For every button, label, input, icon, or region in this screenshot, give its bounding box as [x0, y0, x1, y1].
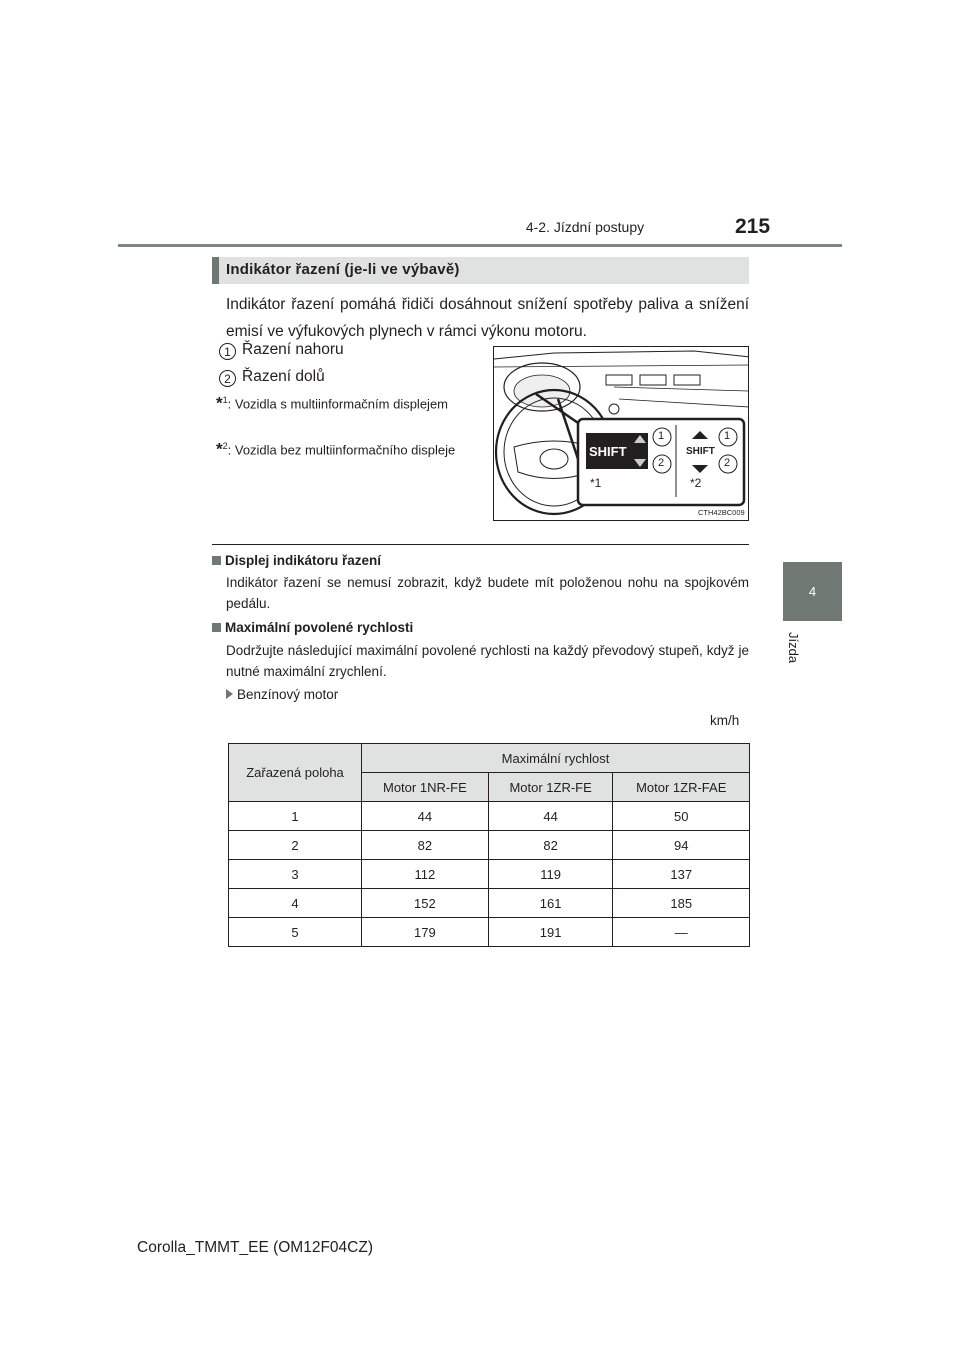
dashboard-drawing: [494, 347, 749, 521]
item-number-1: 1: [219, 343, 236, 360]
table-cell: 179: [362, 918, 489, 947]
table-row: [229, 831, 750, 860]
engine-header: Motor 1NR-FE: [362, 773, 489, 802]
table-cell: 191: [488, 918, 613, 947]
title-accent: [212, 257, 219, 284]
table-cell: 82: [362, 831, 489, 860]
gear-column-header: Zařazená poloha: [229, 744, 362, 802]
section-title-header: 4-2. Jízdní postupy: [525, 219, 645, 235]
table-cell: 185: [613, 889, 750, 918]
table-cell: 1: [229, 802, 362, 831]
callout-number-2: 2: [658, 457, 665, 469]
section-title: Indikátor řazení (je-li ve výbavě): [226, 261, 460, 278]
footnote-sup: 1: [222, 395, 228, 405]
item-label-2: Řazení dolů: [242, 368, 325, 385]
table-cell: 5: [229, 918, 362, 947]
table-cell: 44: [488, 802, 613, 831]
document-footer: Corolla_TMMT_EE (OM12F04CZ): [137, 1239, 373, 1256]
subsection-heading-text: Displej indikátoru řazení: [225, 553, 382, 568]
illustration-code: CTH42BC009: [698, 508, 745, 517]
footnote-star: *: [216, 439, 223, 459]
table-cell: 82: [488, 831, 613, 860]
star-label-1: *1: [590, 476, 602, 490]
table-cell: 2: [229, 831, 362, 860]
shift-display-label: SHIFT: [589, 444, 627, 459]
arrow-bullet-icon: [226, 689, 233, 699]
table-cell: —: [613, 918, 750, 947]
table-row: [229, 802, 750, 831]
chapter-label-text: Jízda: [786, 632, 801, 664]
engine-type-item: [226, 687, 338, 702]
table-cell: 50: [613, 802, 750, 831]
item-number-2: 2: [219, 370, 236, 387]
footnote-text: : Vozidla s multiinformačním displejem: [227, 396, 448, 412]
engine-type-text: Benzínový motor: [237, 687, 339, 702]
item-label-1: Řazení nahoru: [242, 341, 344, 358]
footnote-star: *: [216, 393, 223, 413]
table-cell: 44: [362, 802, 489, 831]
header-rule: [118, 244, 842, 247]
engine-header: Motor 1ZR-FAE: [613, 773, 750, 802]
section-title-bar: [212, 257, 749, 284]
subsection-heading-display: [212, 553, 381, 568]
bullet-square: [212, 623, 221, 632]
table-row: [229, 889, 750, 918]
section-divider: [212, 544, 749, 545]
star-label-2: *2: [690, 476, 702, 490]
table-cell: 119: [488, 860, 613, 889]
table-header-row: [229, 744, 750, 773]
table-cell: 137: [613, 860, 750, 889]
subsection-text-speeds: Dodržujte následující maximální povolené rychlosti na každý převodový stupeň, když je nutné maximální zrychlení.: [226, 643, 749, 679]
subsection-text-display: Indikátor řazení se nemusí zobrazit, když budete mít položenou nohu na spojkovém pedálu.: [226, 575, 749, 611]
table-row: [229, 918, 750, 947]
engine-header: Motor 1ZR-FE: [488, 773, 613, 802]
table-row: [229, 860, 750, 889]
table-cell: 3: [229, 860, 362, 889]
table-cell: 112: [362, 860, 489, 889]
table-cell: 94: [613, 831, 750, 860]
max-speed-table: [228, 743, 750, 947]
chapter-label: [781, 632, 811, 672]
footnote-sup: 2: [222, 441, 228, 451]
table-cell: 4: [229, 889, 362, 918]
max-speed-header: Maximální rychlost: [362, 744, 750, 773]
footnote-1: [216, 390, 474, 414]
callout-number-1b: 1: [724, 430, 731, 442]
dashboard-illustration: [493, 346, 749, 521]
intro-text: Indikátor řazení pomáhá řidiči dosáhnout snížení spotřeby paliva a snížení emisí ve výfukových plynech v rámci výkonu motoru.: [226, 296, 749, 340]
page-number: 215: [735, 215, 771, 238]
subsection-heading-speeds: [212, 620, 413, 635]
bullet-square: [212, 556, 221, 565]
unit-label: km/h: [710, 713, 740, 728]
chapter-number: 4: [808, 584, 817, 599]
callout-number-1: 1: [658, 430, 665, 442]
callout-number-2b: 2: [724, 457, 731, 469]
table-cell: 152: [362, 889, 489, 918]
subsection-heading-text: Maximální povolené rychlosti: [225, 620, 414, 635]
table-cell: 161: [488, 889, 613, 918]
chapter-tab: [783, 562, 842, 621]
footnote-text: : Vozidla bez multiinformačního displeje: [227, 442, 456, 458]
shift-indicator-label: SHIFT: [686, 446, 715, 457]
footnote-2: [216, 436, 474, 460]
